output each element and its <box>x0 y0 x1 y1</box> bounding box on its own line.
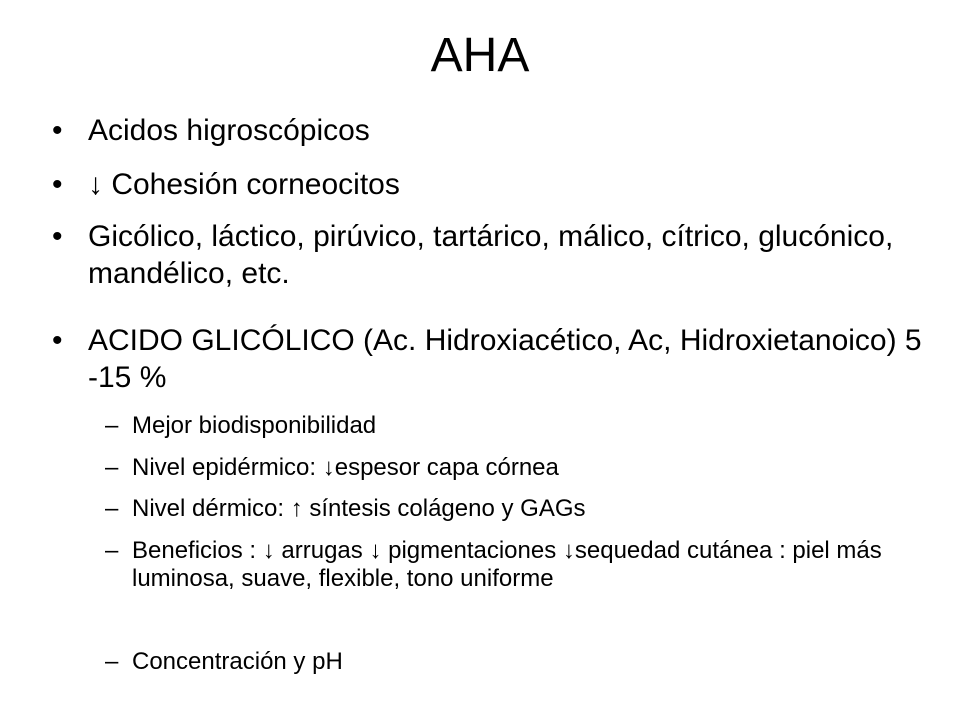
bullet-marker: • <box>52 114 63 147</box>
sub-bullet-marker: – <box>105 537 119 564</box>
bullet-marker: • <box>52 220 63 253</box>
bullet-item <box>52 322 932 396</box>
sub-bullet-item <box>105 537 905 593</box>
sub-bullet-item <box>105 412 905 440</box>
sub-bullet-item <box>105 454 905 482</box>
sub-bullet-marker: – <box>105 412 119 439</box>
sub-bullet-marker: – <box>105 648 119 675</box>
sub-bullet-text: Concentración y pH <box>132 648 343 675</box>
bullet-item <box>52 218 932 292</box>
slide-title: AHA <box>430 29 530 82</box>
bullet-marker: • <box>52 324 63 357</box>
sub-bullet-text: Nivel epidérmico: ↓espesor capa córnea <box>132 454 559 481</box>
bullet-text: ACIDO GLICÓLICO (Ac. Hidroxiacético, Ac, Hidroxietanoico) 5 -15 % <box>88 324 922 394</box>
sub-bullet-marker: – <box>105 454 119 481</box>
sub-bullet-text: Nivel dérmico: ↑ síntesis colágeno y GAGs <box>132 495 586 522</box>
bullet-text: Acidos higroscópicos <box>88 114 370 147</box>
sub-bullet-item <box>105 495 905 523</box>
bullet-text: Gicólico, láctico, pirúvico, tartárico, málico, cítrico, glucónico, mandélico, etc. <box>88 220 894 290</box>
sub-bullet-text: Mejor biodisponibilidad <box>132 412 377 439</box>
sub-bullet-text: Beneficios : ↓ arrugas ↓ pigmentaciones ↓sequedad cutánea : piel más luminosa, suave, flexible, tono uniforme <box>132 537 882 592</box>
bullet-text: ↓ Cohesión corneocitos <box>88 168 400 201</box>
bullet-item <box>52 166 932 203</box>
sub-bullet-marker: – <box>105 495 119 522</box>
sub-bullet-item <box>105 648 905 676</box>
bullet-marker: • <box>52 168 63 201</box>
bullet-item <box>52 112 932 149</box>
